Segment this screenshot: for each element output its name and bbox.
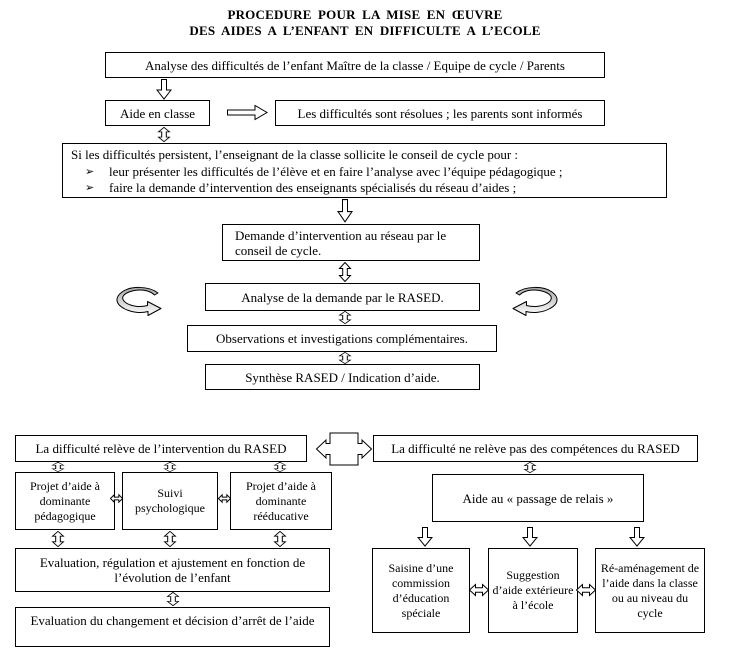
box-analyse-difficultes bbox=[105, 52, 605, 78]
box-suggestion-aide-label: Suggestion d’aide extérieure à l’école bbox=[492, 568, 574, 612]
box-ne-releve-pas bbox=[373, 435, 698, 462]
vertical-double-arrow-icon bbox=[163, 531, 177, 547]
left-right-block-arrow-icon bbox=[315, 432, 373, 466]
persist-bullet-1 bbox=[71, 164, 658, 181]
persist-bullet-1-label: leur présenter les difficultés de l’élève et en faire l’analyse avec l’équipe pédagogique ; bbox=[109, 163, 563, 179]
box-projet-pedagogique bbox=[15, 472, 115, 530]
box-reamenagement-label: Ré-aménagement de l’aide dans la classe ou au niveau du cycle bbox=[600, 560, 700, 620]
vertical-double-arrow-icon bbox=[338, 311, 352, 324]
box-passage-relais-label: Aide au « passage de relais » bbox=[462, 490, 614, 506]
vertical-double-arrow-icon bbox=[523, 462, 537, 473]
box-suivi-psychologique bbox=[122, 472, 218, 530]
box-suivi-psychologique-label: Suivi psychologique bbox=[135, 486, 205, 515]
curved-loop-arrow-left-icon bbox=[111, 285, 163, 319]
box-synthese-rased-label: Synthèse RASED / Indication d’aide. bbox=[245, 369, 440, 385]
box-ne-releve-pas-label: La difficulté ne relève pas des compétences du RASED bbox=[391, 441, 680, 456]
box-aide-en-classe bbox=[105, 100, 210, 126]
bullet-arrow-icon: ➢ bbox=[85, 165, 95, 178]
box-saisine-commission bbox=[372, 548, 470, 633]
box-analyse-difficultes-label: Analyse des difficultés de l’enfant Maître de la classe / Equipe de cycle / Parents bbox=[145, 57, 565, 73]
horizontal-double-arrow-icon bbox=[218, 492, 231, 505]
box-analyse-rased-label: Analyse de la demande par le RASED. bbox=[241, 289, 444, 305]
box-analyse-rased bbox=[205, 283, 480, 311]
box-demande-intervention bbox=[222, 224, 480, 261]
box-releve-rased-label: La difficulté relève de l’intervention du RASED bbox=[35, 441, 287, 456]
box-difficultes-resolues-label: Les difficultés sont résolues ; les parents sont informés bbox=[297, 105, 583, 121]
down-arrow-icon bbox=[522, 527, 538, 547]
box-demande-intervention-label: Demande d’intervention au réseau par le conseil de cycle. bbox=[235, 227, 447, 258]
box-evaluation-regulation bbox=[15, 548, 330, 592]
box-suggestion-aide bbox=[488, 548, 578, 633]
persist-intro: Si les difficultés persistent, l’enseignant de la classe sollicite le conseil de cycle pour : bbox=[71, 147, 519, 162]
box-releve-rased bbox=[15, 435, 307, 462]
persist-bullet-2-label: faire la demande d’intervention des enseignants spécialisés du réseau d’aides ; bbox=[109, 180, 517, 195]
horizontal-double-arrow-icon bbox=[576, 583, 596, 597]
box-passage-relais bbox=[432, 474, 644, 522]
vertical-double-arrow-icon bbox=[51, 462, 65, 472]
vertical-double-arrow-icon bbox=[338, 352, 352, 364]
horizontal-double-arrow-icon bbox=[469, 583, 489, 597]
down-arrow-icon bbox=[337, 199, 353, 223]
vertical-double-arrow-icon bbox=[273, 462, 287, 472]
box-reamenagement bbox=[595, 548, 705, 633]
box-observations-label: Observations et investigations complémentaires. bbox=[216, 331, 468, 346]
down-arrow-icon bbox=[156, 79, 172, 100]
box-saisine-commission-label: Saisine d’une commission d’éducation spéciale bbox=[388, 560, 454, 620]
box-difficultes-persistent bbox=[62, 143, 667, 198]
down-arrow-icon bbox=[629, 527, 645, 547]
vertical-double-arrow-icon bbox=[163, 462, 177, 472]
box-projet-reeducative bbox=[230, 472, 332, 530]
horizontal-double-arrow-icon bbox=[110, 492, 123, 505]
box-synthese-rased bbox=[205, 364, 480, 390]
box-evaluation-regulation-label: Evaluation, régulation et ajustement en fonction de l’évolution de l’enfant bbox=[39, 555, 306, 585]
vertical-double-arrow-icon bbox=[157, 127, 171, 142]
box-observations bbox=[187, 325, 497, 352]
right-block-arrow-icon bbox=[227, 104, 268, 121]
title-line-2: DES AIDES A L’ENFANT EN DIFFICULTE A L’ECOLE bbox=[189, 23, 541, 38]
box-projet-pedagogique-label: Projet d’aide à dominante pédagogique bbox=[30, 478, 100, 523]
vertical-double-arrow-icon bbox=[338, 262, 352, 282]
vertical-double-arrow-icon bbox=[51, 531, 65, 547]
box-evaluation-arret-label: Evaluation du changement et décision d’arrêt de l’aide bbox=[30, 613, 315, 628]
box-aide-en-classe-label: Aide en classe bbox=[119, 105, 196, 121]
box-projet-reeducative-label: Projet d’aide à dominante rééducative bbox=[246, 478, 316, 523]
box-difficultes-resolues bbox=[275, 100, 605, 126]
down-arrow-icon bbox=[417, 527, 433, 547]
vertical-double-arrow-icon bbox=[273, 531, 287, 547]
page-title bbox=[0, 7, 730, 39]
persist-bullet-2 bbox=[71, 180, 658, 197]
title-line-1: PROCEDURE POUR LA MISE EN ŒUVRE bbox=[227, 7, 503, 22]
vertical-double-arrow-icon bbox=[166, 592, 180, 606]
box-evaluation-arret bbox=[15, 607, 330, 647]
curved-loop-arrow-right-icon bbox=[511, 285, 563, 319]
bullet-arrow-icon: ➢ bbox=[85, 182, 95, 194]
